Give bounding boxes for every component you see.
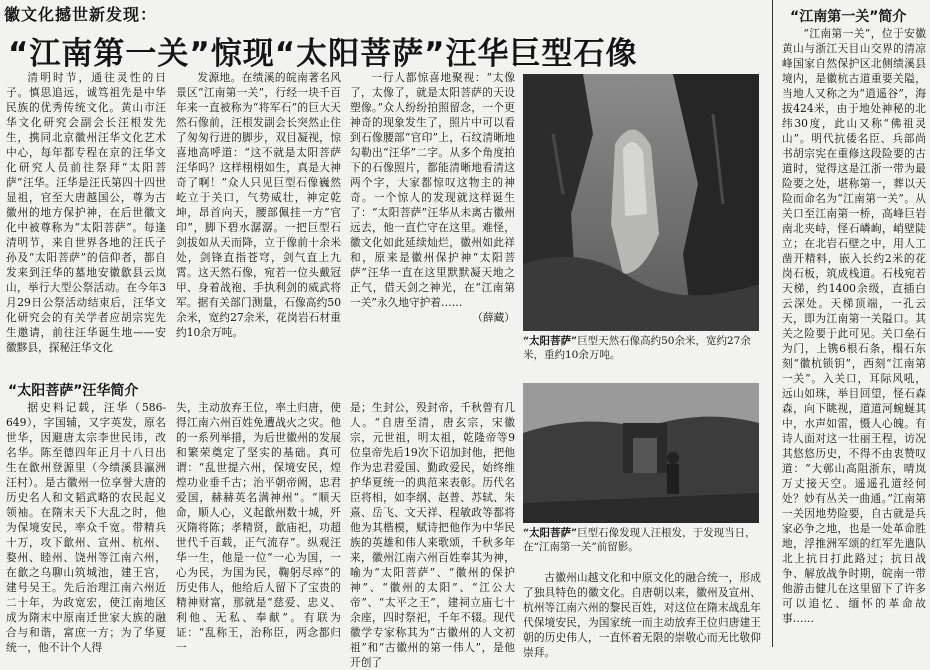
column-divider bbox=[772, 0, 773, 647]
profile-column-4 bbox=[523, 570, 761, 659]
profile-text-col3: 是；生封公，殁封帝，千秋曾有几人。“自唐至清，唐玄宗，宋徽宗，元世祖，明太祖，乾隆帝等9位皇帝先后19次下诏加封他，把他作为忠君爱国、勤政爱民，始终维护华夏统一的典范来表彰。历代名臣将相，如李纲、赵普、苏轼、朱熹、岳飞、文天祥、程敏政等都将他为其楷模，赋诗把他作为中华民族的英雄和伟人来歌颂，千秋多年来，徽州江南六州百姓奉其为神，喻为“太阳菩萨”、“徽州的保护神”、“徽州的太阳”、“江公大帝”、“太平之王”，建祠立庙七十余座，四时祭祀，千年不辍。现代徽学专家称其为“古徽州的人文初祖”和“古徽州的第一伟人”，是他开创了 bbox=[350, 401, 515, 669]
stone-statue-caption bbox=[523, 334, 761, 362]
profile-text-col1: 据史料记载，汪华（586-649），字国辅，又字英发，原名世华，因避唐太宗李世民讳，改名华。陈至德四年正月十八日出生在歙州登源里（今绩溪县瀛洲汪村）。是古徽州一位享誉大唐的历史名人和文韬武略的农民起义领袖。在隋末天下大乱之时，他为保境安民，率众千宽。带精兵十万，攻下歙州、宣州、杭州、婺州、睦州、饶州等江南六州，在歙之乌聊山筑城池，建王宫，建号吴王。先后治理江南六州近二十年，为政宽宏，使江南地区成为隋末中原南迁世家大族的融合与和谐，富庶一方；为了华夏统一，他不计个人得 bbox=[6, 401, 166, 654]
founder-caption-label: “太阳菩萨” bbox=[523, 527, 578, 539]
kicker: 徽文化撼世新发现： bbox=[4, 5, 158, 24]
profile-heading: “太阳菩萨”汪华简介 bbox=[8, 383, 139, 399]
profile-column-1 bbox=[6, 400, 166, 654]
article-text-col3: 一行人都惊喜地聚视：“太像了，太像了，就是太阳菩萨的天设塑像。”众人纷纷拍照留念，一个更神奇的现象发生了，照片中可以看到石像腰部“官印”上，石纹清晰地勾勒出“汪华”二字。从多个角度拍下的石像照片，都能清晰地看清这两个字，大家都惊叹这物主的神奇。一个惊人的发现就这样诞生了：“太阳菩萨”汪华从未离古徽州远去，他一直伫守在这里。难怪，徽文化如此延续灿烂，徽州如此祥和，原来是徽州保护神“太阳菩萨”汪华一直在这里默默凝天地之正气，借天剑之神光，在“江南第一关”永久地守护着…… bbox=[350, 71, 515, 309]
stone-statue-photo-image bbox=[523, 74, 759, 331]
article-column-1 bbox=[6, 70, 166, 377]
stone-statue-caption-label: “太阳菩萨” bbox=[523, 335, 578, 347]
profile-text-col2: 失，主动放弃王位，率土归唐，使得江南六州百姓免遭战火之灾。他的一系列举措，为后世徽州的发展和繁荣奠定了坚实的基础。真可谓：“乱世提六州，保境安民，煌煌功业垂千古；治平朝帝阙，忠君爱国，赫赫英名满神州”。“顺天命，顺人心，义起歙州数十城，歼灭隋将陈；孝精贤，歙庙祀，功超世代千百载，正气流存”。纵观汪华一生，他是一位“一心为国，一心为民，为国为民，鞠躬尽瘁”的历史伟人，他给后人留下了宝贵的精神财富，那就是“慈爱、忠义、利他、无私、奉献”。有联为证：“乱称王，治称臣，两念都归一 bbox=[176, 401, 341, 654]
article-text-col2: 发源地。在绩溪的皖南著名风景区“江南第一关”，行经一块千百年来一直被称为“将军石”的巨大天然石像前，汪根发副会长突然止住了匆匆行进的脚步，双目凝视，惊喜地高呼道：“这不就是太阳菩萨汪华吗？这样栩栩如生，真是大神奇了啊！”众人只见巨型石像巍然屹立于关口，气势威壮，神定乾坤，昂首向天，腰部佩挂一方“官印”，脚下碧水潺潺。一把巨型石剑拔如从天而降，立于像前十余米处，剑锋直指苍穹，剑气直上九霄。这天然石像，宛若一位头戴冠甲、身着战袍、手执利剑的威武将军。据有关部门测量，石像高约50余米，宽约27余米，花岗岩石材重约10余万吨。 bbox=[176, 71, 341, 339]
sidebar-column bbox=[782, 26, 926, 647]
founder-photo-image bbox=[523, 383, 759, 523]
article-column-3 bbox=[350, 70, 515, 377]
founder-photo bbox=[523, 383, 759, 523]
founder-caption-text: 巨型石像发现人汪根发，于发现当日，在“江南第一关”前留影。 bbox=[523, 527, 756, 553]
profile-text-col4: 古徽州山越文化和中原文化的融合统一，形成了独具特色的徽文化。自唐朝以来，徽州及宣州、杭州等江南六州的黎民百姓，对这位在隋末战乱年代保境安民，为国家统一而主动放弃王位归唐建王朝的历史伟人，一直怀着无限的崇敬心而无比敬仰崇拜。 bbox=[523, 571, 761, 659]
profile-column-2 bbox=[176, 400, 341, 654]
sidebar-text: “江南第一关”，位于安徽黄山与浙江天目山交界的清凉峰国家自然保护区北侧绩溪县境内，是徽杭古道重要关隘，当地人又称之为“逍遥谷”，海拔424米，由于地处神秘的北纬30度，此山又称“佛祖灵山”。明代抗倭名臣、兵部尚书胡宗宪在重修这段险要的古道时，觉得这是江浙一带为最险要之处，堪称第一，葬以天险而命名为“江南第一关”。从关口至江南第一桥，高峰巨岩南北夹峙，怪石嶙峋，峭壁陡立；在北岩石壁之中，用人工凿开精料，嵌入长约2米的花岗石板，筑成栈道。石栈宛若天梯，约1400余级，直插白云深处。天梯顶端，一孔云天，即为江南第一关隘口。其关之险要于此可见。关口垒石为门，上镌6根石条，榻石东刻“徽杭锁钥”，西刻“江南第一关”。入关口，耳际风吼，远山如珠，举目回望，怪石森森，向下眺视，道道河蜿蜒其中，水声如雷，慑人心魄。有诗人面对这一壮丽王程，访况其悠悠历史，不得不由衷赞叹道：“大鄣山高阻浙东，晴岚万丈接天空。遥遥孔道经何处？妙有丛关一曲通。”江南第一关因地势险要，自古就是兵家必争之地，也是一处革命胜地，浮推洲军颂的红军先遣队北上抗日打此路过；抗日战争、解放战争时期，皖南一带他游击健儿在这里留下了许多可以追忆、缅怀的革命故事…… bbox=[782, 27, 926, 625]
headline: “江南第一关”惊现“太阳菩萨”汪华巨型石像 bbox=[8, 36, 638, 72]
profile-column-3 bbox=[350, 400, 515, 669]
article-signature: （薛藏） bbox=[472, 311, 515, 324]
stone-statue-photo bbox=[523, 74, 759, 331]
article-text-col1: 清明时节，通往灵性的日子。慎思追远，诚笃祖先是中华民族的优秀传统文化。黄山市汪华文化研究会副会长汪根发先生，携同北京徽州汪华文化艺术中心，每年都专程在京的汪华文化研究人员前往祭拜“太阳菩萨”汪华。汪华是汪氏第四十四世显祖，官至大唐越国公，尊为古徽州的地方保护神，在后世徽文化中被尊称为“太阳菩萨”。每逢清明节，来自世界各地的汪氏子孙及“太阳菩萨”的信仰者，都自发来到汪华的墓地安徽歙县云岚山，举行大型公祭活动。在今年3月29日公祭活动结束后，汪华文化研究会的有关学者应胡宗宪先生邀请，前往汪华诞生地——安徽黟县，探秘汪华文化 bbox=[6, 71, 166, 354]
article-column-2 bbox=[176, 70, 341, 377]
sidebar-heading: “江南第一关”简介 bbox=[790, 9, 907, 25]
stone-statue-caption-text: 巨型天然石像高约50余米，宽约27余米，重约10余万吨。 bbox=[523, 335, 751, 361]
founder-caption bbox=[523, 526, 761, 554]
